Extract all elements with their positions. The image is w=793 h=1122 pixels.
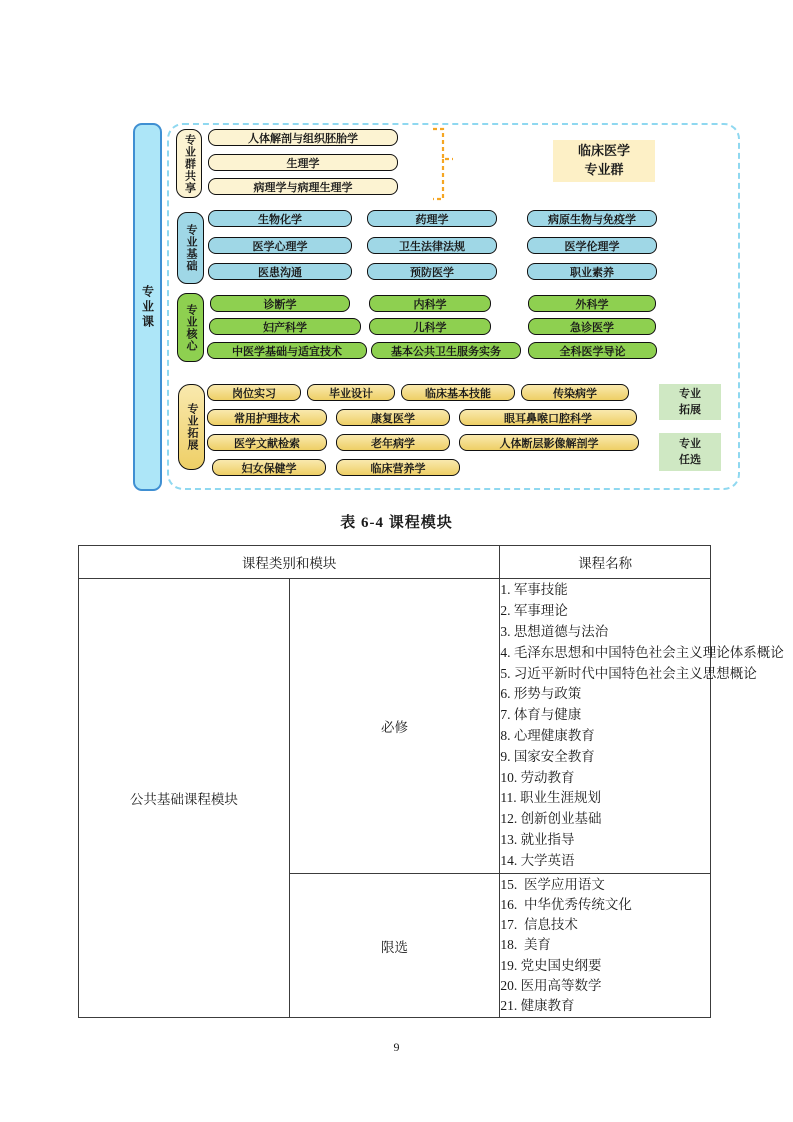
- course-box: 岗位实习: [207, 384, 301, 401]
- major-group-box: [553, 140, 655, 182]
- section-label-basic: [177, 212, 204, 284]
- course-line: 15. 医学应用语文: [500, 876, 605, 892]
- section-label-core: [177, 293, 204, 362]
- shared-to-group-bracket-icon: [430, 126, 458, 202]
- course-line: 19. 党史国史纲要: [500, 957, 602, 973]
- major-group-line2: 专业群: [584, 162, 624, 177]
- side-tag-expand-line1: 专业: [679, 387, 701, 400]
- course-box: 康复医学: [336, 409, 450, 426]
- course-box: 毕业设计: [307, 384, 395, 401]
- course-box: 人体解剖与组织胚胎学: [208, 129, 398, 146]
- course-box: 临床基本技能: [401, 384, 515, 401]
- course-box: 基本公共卫生服务实务: [371, 342, 521, 359]
- course-module-table: [78, 545, 784, 1018]
- course-box: 病原生物与免疫学: [527, 210, 657, 227]
- section-label-expand: [178, 384, 205, 470]
- course-box: 儿科学: [369, 318, 491, 335]
- course-line: 14. 大学英语: [500, 852, 575, 868]
- course-line: 10. 劳动教育: [500, 769, 575, 785]
- course-line: 16. 中华优秀传统文化: [500, 896, 632, 912]
- course-line: 18. 美育: [500, 937, 551, 953]
- course-box: 医学心理学: [208, 237, 352, 254]
- course-box: 医学文献检索: [207, 434, 327, 451]
- course-line: 9. 国家安全教育: [500, 748, 595, 764]
- header-category: 课程类别和模块: [79, 546, 500, 579]
- course-line: 12. 创新创业基础: [500, 811, 602, 827]
- course-box: 职业素养: [527, 263, 657, 280]
- course-box: 外科学: [528, 295, 656, 312]
- course-box: 生物化学: [208, 210, 352, 227]
- section-label-core-text: 专业核心: [185, 303, 197, 352]
- course-line: 7. 体育与健康: [500, 707, 582, 723]
- course-line: 1. 军事技能: [500, 582, 568, 598]
- course-box: 常用护理技术: [207, 409, 327, 426]
- course-line: 2. 军事理论: [500, 603, 568, 619]
- course-line: 3. 思想道德与法治: [500, 624, 609, 640]
- course-box: 医学伦理学: [527, 237, 657, 254]
- course-box: 传染病学: [521, 384, 629, 401]
- course-box: 医患沟通: [208, 263, 352, 280]
- section-label-shared-text: 专业群共享: [183, 133, 196, 194]
- course-box: 眼耳鼻喉口腔科学: [459, 409, 637, 426]
- course-line: 11. 职业生涯规划: [500, 790, 602, 806]
- course-line: 20. 医用高等数学: [500, 977, 602, 993]
- major-course-label: 专业课: [140, 284, 155, 330]
- side-tag-elective-line2: 任选: [679, 454, 701, 466]
- side-tag-expand: [659, 384, 721, 420]
- course-box: 内科学: [369, 295, 491, 312]
- course-line: 5. 习近平新时代中国特色社会主义思想概论: [500, 665, 757, 681]
- header-course-name: 课程名称: [500, 546, 711, 579]
- course-box: 老年病学: [336, 434, 450, 451]
- page-number: 9: [393, 1040, 400, 1054]
- course-line: 21. 健康教育: [500, 998, 575, 1013]
- major-group-line1: 临床医学: [577, 143, 630, 159]
- cell-type-limited: 限选: [289, 874, 500, 1018]
- section-label-expand-text: 专业拓展: [186, 403, 198, 451]
- table-row: [79, 579, 711, 874]
- cell-type-required: 必修: [289, 579, 500, 874]
- cell-module: 公共基础课程模块: [79, 579, 290, 1018]
- course-box: 预防医学: [367, 263, 497, 280]
- section-label-shared: [176, 129, 202, 198]
- major-course-bar: [133, 123, 162, 491]
- cell-courses-limited: [500, 874, 711, 1018]
- course-line: 6. 形势与政策: [500, 686, 582, 702]
- course-box: 临床营养学: [336, 459, 460, 476]
- curriculum-diagram: [0, 0, 793, 510]
- course-box: 病理学与病理生理学: [208, 178, 398, 195]
- course-line: 4. 毛泽东思想和中国特色社会主义理论体系概论: [500, 644, 784, 660]
- course-box: 人体断层影像解剖学: [459, 434, 639, 451]
- course-box: 中医学基础与适宜技术: [207, 342, 367, 359]
- course-line: 8. 心理健康教育: [500, 728, 595, 743]
- course-box: 全科医学导论: [528, 342, 657, 359]
- side-tag-elective: [659, 433, 721, 471]
- course-box: 急诊医学: [528, 318, 656, 335]
- table-title: 表 6-4 课程模块: [340, 515, 453, 531]
- cell-courses-required: [500, 579, 784, 874]
- course-box: 卫生法律法规: [367, 237, 497, 254]
- table-header-row: [79, 546, 711, 579]
- side-tag-elective-line1: 专业: [679, 437, 701, 450]
- course-box: 妇女保健学: [212, 459, 326, 476]
- course-line: 13. 就业指导: [500, 831, 575, 847]
- course-box: 诊断学: [210, 295, 350, 312]
- course-box: 妇产科学: [209, 318, 361, 335]
- section-label-basic-text: 专业基础: [185, 224, 197, 272]
- course-box: 药理学: [367, 210, 497, 227]
- side-tag-expand-line2: 拓展: [679, 404, 701, 416]
- course-line: 17. 信息技术: [500, 917, 578, 933]
- course-box: 生理学: [208, 154, 398, 171]
